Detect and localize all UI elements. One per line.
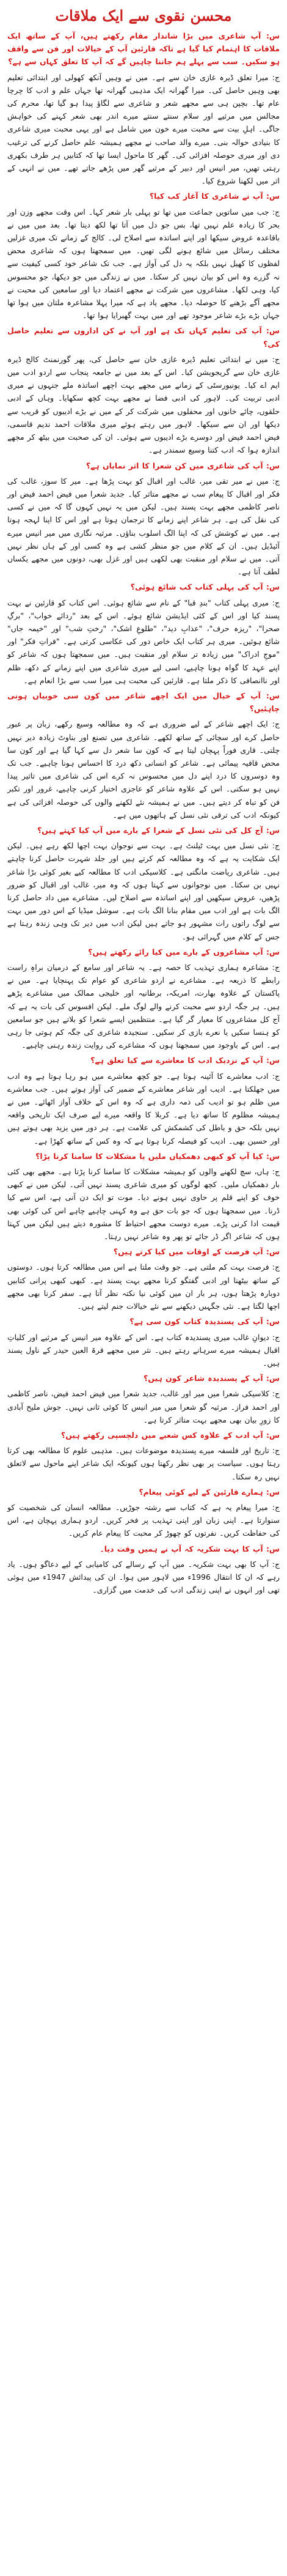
interview-answer: ج: ہاں، سچ لکھنے والوں کو ہمیشہ مشکلات کا سامنا کرنا پڑتا ہے۔ مجھے بھی کئی بار دھمکیاں ملیں۔ کچھ لوگوں کو میری شاعری پسند نہیں آتی۔ لیکن میں نے کبھی خوف کو اپنے قلم پر حاوی نہیں ہونے دیا۔ موت تو ایک دن آنی ہے، اس سے کیا ڈرنا۔ میں سمجھتا ہوں کہ جو بات حق ہے وہ کہنی چاہیے چاہے اس کی کوئی بھی قیمت ادا کرنی پڑے۔ میرے دوست مجھے احتیاط کا مشورہ دیتے ہیں لیکن میں کہتا ہوں کہ شاعر اگر ڈر جائے تو پھر وہ شاعر نہیں رہتا۔ bbox=[7, 1167, 280, 1242]
interview-answer: ج: میرا تعلق ڈیرہ غازی خان سے ہے۔ میں نے وہیں آنکھ کھولی اور ابتدائی تعلیم بھی وہیں حاصل کی۔ میرا گھرانہ ایک مذہبی گھرانہ تھا جہاں علم و ادب کا چرچا عام تھا۔ بچپن ہی سے مجھے شعر و شاعری سے لگاؤ پیدا ہو گیا تھا، محرم کی مجالس میں مرثیے اور سلام سنتے سنتے میرے اندر بھی شعر کہنے کی خواہش جاگی۔ اہلِ بیت سے محبت میرے خون میں شامل ہے اور یہی محبت میری شاعری کا بنیادی حوالہ بنی۔ میرے والد صاحب نے مجھے ہمیشہ علم حاصل کرنے کی ترغیب دی اور میری حوصلہ افزائی کی۔ گھر کا ماحول ایسا تھا کہ کتابیں ہر طرف بکھری رہتی تھیں، میر انیس اور دبیر کے مرثیے گھر میں پڑھے جاتے تھے۔ میں نے انہی کے اثر میں لکھنا شروع کیا۔ bbox=[7, 72, 280, 186]
interview-question: س: آپ کی شاعری میں کن شعرا کا اثر نمایاں ہے؟ bbox=[85, 461, 280, 470]
interview-answer: ج: میں نے ابتدائی تعلیم ڈیرہ غازی خان سے حاصل کی، پھر گورنمنٹ کالج ڈیرہ غازی خان سے گریجویشن کیا۔ اس کے بعد میں نے جامعہ پنجاب سے اردو ادب میں ایم اے کیا۔ یونیورسٹی کے زمانے میں مجھے بہت اچھے اساتذہ ملے جنہوں نے میری ادبی تربیت کی۔ لاہور کی ادبی فضا نے مجھے بہت کچھ سکھایا۔ وہاں کے ادبی حلقوں، چائے خانوں اور محفلوں میں شرکت کر کے میں نے بڑے ادیبوں کو قریب سے دیکھا اور ان سے سیکھا۔ لاہور میں رہتے ہوئے میری ملاقات احمد ندیم قاسمی، فیض احمد فیض اور دوسرے بڑے ادیبوں سے ہوئی۔ ان کی صحبت میں بیٹھ کر مجھے اندازہ ہوا کہ ادب کتنا وسیع سمندر ہے۔ bbox=[7, 354, 280, 455]
interview-question: س: آپ فرصت کے اوقات میں کیا کرتے ہیں؟ bbox=[113, 1247, 280, 1257]
interview-answer: ج: جب میں ساتویں جماعت میں تھا تو پہلی بار شعر کہا۔ اس وقت مجھے وزن اور بحر کا زیادہ علم نہیں تھا، بس جو دل میں آتا تھا لکھ دیتا تھا۔ بعد میں میں نے باقاعدہ عروض سیکھا اور اپنے اساتذہ سے اصلاح لی۔ کالج کے زمانے تک میری غزلیں مختلف رسائل میں شائع ہونے لگی تھیں۔ میں سمجھتا ہوں کہ شاعری محض لفظوں کا کھیل نہیں بلکہ یہ دل کی آواز ہے۔ جب تک شاعر خود کسی کیفیت سے نہ گزرے وہ اس کو بیان نہیں کر سکتا۔ میں نے زندگی میں جو دیکھا، جو محسوس کیا، وہی لکھا۔ مشاعروں میں شرکت نے مجھے اعتماد دیا اور سامعین کی محبت نے مجھے آگے بڑھنے کا حوصلہ دیا۔ مجھے یاد ہے کہ میرا پہلا مشاعرہ ملتان میں ہوا تھا جہاں بڑے بڑے شاعر موجود تھے اور میں بہت گھبرایا ہوا تھا۔ bbox=[7, 207, 280, 320]
interview-answer: ج: ادب معاشرے کا آئینہ ہوتا ہے۔ جو کچھ معاشرے میں ہو رہا ہوتا ہے وہ ادب میں جھلکتا ہے۔ ادیب اور شاعر معاشرے کے ضمیر کی آواز ہوتے ہیں۔ جب معاشرے میں ظلم ہو تو ادیب کی ذمہ داری ہے کہ وہ اس کے خلاف آواز اٹھائے۔ میں نے ہمیشہ مظلوم کا ساتھ دیا ہے۔ کربلا کا واقعہ میرے لیے صرف ایک تاریخی واقعہ نہیں بلکہ حق و باطل کی کشمکش کی علامت ہے۔ ہر دور میں یزید بھی ہوتے ہیں اور حسین بھی۔ ادیب کو فیصلہ کرنا ہوتا ہے کہ وہ کس کے ساتھ کھڑا ہے۔ bbox=[7, 1071, 280, 1146]
page-title: محسن نقوی سے ایک ملاقات bbox=[55, 7, 232, 24]
interview-answer: ج: ایک اچھے شاعر کے لیے ضروری ہے کہ وہ مطالعہ وسیع رکھے، زبان پر عبور حاصل کرے اور سچائی کے ساتھ لکھے۔ شاعری میں تصنع اور بناوٹ زیادہ دیر نہیں چلتی۔ قاری فوراً پہچان لیتا ہے کہ کون سا شعر دل سے کہا گیا ہے اور کون سا محض قافیہ پیمائی ہے۔ شاعر کو انسانی دکھ درد کا احساس ہونا چاہیے۔ جب تک وہ دوسروں کا درد اپنے دل میں محسوس نہ کرے اس کی شاعری میں تاثیر پیدا نہیں ہو سکتی۔ اس کے علاوہ شاعر کو عاجزی اختیار کرنی چاہیے، غرور اور تکبر فن کو تباہ کر دیتے ہیں۔ میں نے ہمیشہ نئے لکھنے والوں کی حوصلہ افزائی کی ہے کیونکہ ادب کی ترقی نئی نسل کے ہاتھوں میں ہے۔ bbox=[7, 719, 280, 820]
interview-answer: ج: تاریخ اور فلسفہ میرے پسندیدہ موضوعات ہیں۔ مذہبی علوم کا مطالعہ بھی کرتا رہتا ہوں۔ سیاست پر بھی نظر رکھتا ہوں کیونکہ ایک شاعر اپنے ماحول سے لاتعلق نہیں رہ سکتا۔ bbox=[7, 1446, 280, 1481]
interview-question: س: آپ کی تعلیم کہاں تک ہے اور آپ نے کن اداروں سے تعلیم حاصل کی؟ bbox=[7, 326, 280, 349]
interview-question: س: آپ کی پہلی کتاب کب شائع ہوئی؟ bbox=[130, 582, 280, 592]
interview-question: س: آپ ادب کے علاوہ کس شعبے میں دلچسپی رکھتے ہیں؟ bbox=[61, 1430, 280, 1440]
interview-body bbox=[7, 29, 280, 1596]
interview-answer: ج: دیوانِ غالب میری پسندیدہ کتاب ہے۔ اس کے علاوہ میر انیس کے مرثیے اور کلیاتِ اقبال ہمیشہ میرے سرہانے رہتے ہیں۔ نثر میں مجھے قرۃ العین حیدر کے ناول پسند ہیں۔ bbox=[7, 1332, 280, 1368]
interview-question: س: آپ نے شاعری کا آغاز کب کیا؟ bbox=[149, 191, 280, 201]
interview-answer: ج: آپ کا بھی بہت شکریہ۔ میں آپ کے رسالے کی کامیابی کے لیے دعاگو ہوں۔ یاد رہے کہ ان کا انتقال 1996ء میں لاہور میں ہوا۔ ان کی پیدائش 1947ء میں ہوئی تھی اور انہوں نے اپنی زندگی ادب کی خدمت میں گزاری۔ bbox=[7, 1559, 280, 1595]
interview-answer: ج: نئی نسل میں بہت ٹیلنٹ ہے۔ بہت سے نوجوان بہت اچھا لکھ رہے ہیں۔ لیکن ایک شکایت یہ ہے کہ وہ مطالعہ کم کرتے ہیں اور جلد شہرت حاصل کرنا چاہتے ہیں۔ شاعری ریاضت مانگتی ہے۔ کلاسیکی ادب کا مطالعہ کیے بغیر کوئی بڑا شاعر نہیں بن سکتا۔ میں نوجوانوں سے کہتا ہوں کہ وہ میر، غالب اور اقبال کو ضرور پڑھیں، عروض سیکھیں اور اپنے اساتذہ سے اصلاح لیں۔ مشاعرے میں داد حاصل کرنا الگ بات ہے اور ادب میں مقام بنانا الگ بات ہے۔ سوشل میڈیا کے اس دور میں بہت سے لوگ راتوں رات مشہور ہو جاتے ہیں لیکن ادب میں دیر تک وہی زندہ رہتا ہے جس کے کلام میں گہرائی ہو۔ bbox=[7, 841, 280, 941]
interview-answer: ج: فرصت بہت کم ملتی ہے۔ جو وقت ملتا ہے اس میں مطالعہ کرتا ہوں۔ دوستوں کے ساتھ بیٹھنا اور ادبی گفتگو کرنا مجھے بہت پسند ہے۔ کبھی کبھی پرانی کتابیں دوبارہ پڑھتا ہوں، ہر بار ان میں کوئی نیا نکتہ نظر آتا ہے۔ سفر کرنا بھی مجھے اچھا لگتا ہے۔ نئی جگہیں دیکھنے سے نئے خیالات جنم لیتے ہیں۔ bbox=[7, 1262, 280, 1311]
interview-question: س: آپ شاعری میں بڑا شاندار مقام رکھتے ہیں، آپ کے ساتھ ایک ملاقات کا اہتمام کیا گیا ہے تاکہ قارئین آپ کے خیالات اور فن سے واقف ہو سکیں۔ سب سے پہلے ہم جاننا چاہیں گے کہ آپ کا تعلق کہاں سے ہے؟ bbox=[7, 31, 280, 67]
interview-question: س: آپ کے خیال میں ایک اچھے شاعر میں کون سی خوبیاں ہونی چاہئیں؟ bbox=[7, 690, 280, 714]
interview-answer: ج: میرا پیغام یہ ہے کہ کتاب سے رشتہ جوڑیں۔ مطالعہ انسان کی شخصیت کو سنوارتا ہے۔ اپنی زبان اور اپنی تہذیب پر فخر کریں۔ اردو ہماری پہچان ہے، اس کی حفاظت کریں۔ نفرتوں کو چھوڑ کر محبت کا پیغام عام کریں۔ bbox=[7, 1502, 280, 1538]
interview-question: س: آپ کی پسندیدہ کتاب کون سی ہے؟ bbox=[129, 1317, 280, 1327]
interview-question: س: ہمارے قارئین کے لیے کوئی پیغام؟ bbox=[139, 1487, 280, 1497]
interview-question: س: آپ مشاعروں کے بارے میں کیا رائے رکھتے ہیں؟ bbox=[88, 947, 280, 957]
interview-answer: ج: میری پہلی کتاب "بندِ قبا" کے نام سے شائع ہوئی۔ اس کتاب کو قارئین نے بہت پسند کیا اور اس کے کئی ایڈیشن شائع ہوئے۔ اس کے بعد "ردائے خواب"، "برگِ صحرا"، "ریزہ حرف"، "عذابِ دید"، "طلوعِ اشک"، "رختِ شب" اور "خیمہ جاں" شائع ہوئیں۔ میری ہر کتاب ایک خاص دور کی عکاسی کرتی ہے۔ "فراتِ فکر" اور "موجِ ادراک" میں زیادہ تر سلام اور منقبت ہیں۔ میں سمجھتا ہوں کہ شاعر کو اپنے عہد کا گواہ ہونا چاہیے، اسی لیے میری شاعری میں اپنے زمانے کے دکھ، ظلم اور ناانصافی کا ذکر ملتا ہے۔ قارئین کی محبت ہی میرا سب سے بڑا انعام ہے۔ bbox=[7, 598, 280, 685]
interview-question: س: کیا آپ کو کبھی دھمکیاں ملیں یا مشکلات کا سامنا کرنا پڑا؟ bbox=[35, 1151, 280, 1161]
interview-answer: ج: کلاسیکی شعرا میں میر اور غالب، جدید شعرا میں فیض احمد فیض، ناصر کاظمی اور احمد فراز۔ مرثیہ گو شعرا میں میر انیس کا کوئی ثانی نہیں۔ جوش ملیح آبادی کا زورِ بیان بھی مجھے بہت متاثر کرتا ہے۔ bbox=[7, 1389, 280, 1424]
interview-question: س: آپ کے پسندیدہ شاعر کون ہیں؟ bbox=[144, 1374, 280, 1383]
interview-question: س: آج کل کی نئی نسل کے شعرا کے بارے میں آپ کیا کہتے ہیں؟ bbox=[37, 825, 280, 835]
interview-answer: ج: مشاعرہ ہماری تہذیب کا حصہ ہے۔ یہ شاعر اور سامع کے درمیان براہِ راست رابطے کا ذریعہ ہے۔ مشاعرے نے اردو شاعری کو عوام تک پہنچایا ہے۔ میں نے پاکستان کے علاوہ بھارت، امریکہ، برطانیہ اور خلیجی ممالک میں مشاعرے پڑھے ہیں۔ ہر جگہ اردو سے محبت کرنے والے لوگ ملے۔ لیکن افسوس کی بات یہ ہے کہ آج کل مشاعروں کا معیار گر گیا ہے۔ منتظمین ایسے شعرا کو بلاتے ہیں جو سامعین کو ہنسا سکیں یا نعرے بازی کر سکیں۔ سنجیدہ شاعری کی جگہ کم ہوتی جا رہی ہے۔ اس کے باوجود میں سمجھتا ہوں کہ مشاعرے کی روایت زندہ رہنی چاہیے۔ bbox=[7, 963, 280, 1050]
interview-answer: ج: میں نے میر تقی میر، غالب اور اقبال کو بہت پڑھا ہے۔ میر کا سوز، غالب کی فکر اور اقبال کا پیغام سب نے مجھے متاثر کیا۔ جدید شعرا میں فیض احمد فیض اور ناصر کاظمی مجھے بہت پسند ہیں۔ لیکن میں یہ نہیں کہوں گا کہ میں نے کسی کی نقل کی ہے۔ ہر شاعر اپنے زمانے کا ترجمان ہوتا ہے اور اس کا اپنا لہجہ ہوتا ہے۔ میں نے کوشش کی کہ اپنا الگ اسلوب بناؤں۔ مرثیہ نگاری میں میر انیس میرے آئیڈیل ہیں۔ ان کے کلام میں جو منظر کشی ہے وہ کسی اور کے ہاں نظر نہیں آتی۔ میں نے سلام اور منقبت بھی لکھی ہیں اور غزل بھی، دونوں میں مجھے یکساں لطف آتا ہے۔ bbox=[7, 476, 280, 577]
interview-question: س: آپ کے نزدیک ادب کا معاشرے سے کیا تعلق ہے؟ bbox=[90, 1056, 280, 1065]
interview-question: س: آپ کا بہت شکریہ کہ آپ نے ہمیں وقت دیا۔ bbox=[100, 1544, 280, 1553]
